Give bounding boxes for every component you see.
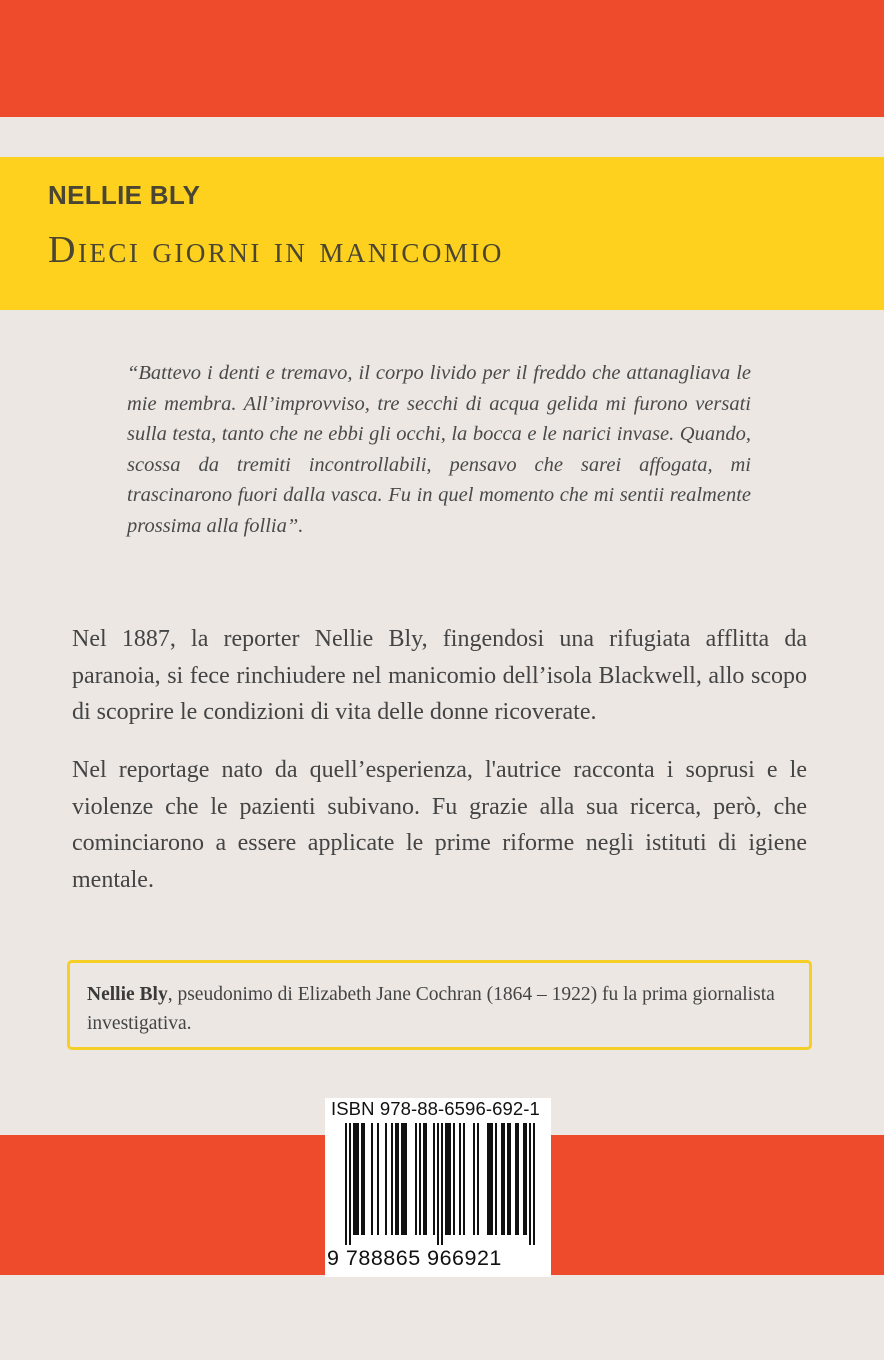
barcode-bar — [501, 1123, 503, 1235]
barcode-bar — [503, 1123, 505, 1235]
isbn-digits: 9 788865 966921 — [327, 1246, 502, 1270]
barcode-bar — [523, 1123, 525, 1235]
barcode-bar — [345, 1123, 347, 1245]
barcode-bar — [391, 1123, 393, 1235]
isbn-barcode-block — [325, 1098, 551, 1277]
barcode-bar — [403, 1123, 405, 1235]
barcode-bar — [353, 1123, 355, 1235]
barcode-bar — [425, 1123, 427, 1235]
synopsis-paragraph-2: Nel reportage nato da quell’esperienza, l'autrice racconta i soprusi e le violenze che le pazienti subivano. Fu grazie alla sua ricerca, però, che cominciarono a essere applicate le prime riforme negli istituti di igiene mentale. — [72, 757, 807, 893]
bio-text: , pseudonimo di Elizabeth Jane Cochran (1864 – 1922) fu la prima giornalista investigativa. — [87, 984, 775, 1034]
barcode-bar — [489, 1123, 491, 1235]
top-red-band — [0, 0, 884, 117]
barcode-bar — [525, 1123, 527, 1235]
barcode-bar — [473, 1123, 475, 1235]
barcode-bar — [459, 1123, 461, 1235]
barcode-bar — [509, 1123, 511, 1235]
barcode-bar — [477, 1123, 479, 1235]
barcode-bar — [385, 1123, 387, 1235]
barcode-bar — [507, 1123, 509, 1235]
barcode-bar — [405, 1123, 407, 1235]
barcode-bar — [415, 1123, 417, 1235]
barcode-bar — [453, 1123, 455, 1235]
barcode-bar — [495, 1123, 497, 1235]
bio-author-name: Nellie Bly — [87, 984, 168, 1005]
barcode-bar — [395, 1123, 397, 1235]
barcode-bar — [377, 1123, 379, 1235]
author-name: NELLIE BLY — [48, 180, 201, 210]
book-title: Dieci giorni in manicomio — [48, 229, 504, 271]
barcode-bar — [491, 1123, 493, 1235]
barcode-bar — [397, 1123, 399, 1235]
barcode-bar — [441, 1123, 443, 1245]
barcode-bar — [517, 1123, 519, 1235]
synopsis-paragraph-1: Nel 1887, la reporter Nellie Bly, fingendosi una rifugiata afflitta da paranoia, si fece rinchiudere nel manicomio dell’isola Blackwell, allo scopo di scoprire le condizioni di vita delle donne ricoverate. — [72, 626, 807, 725]
opening-quote: “Battevo i denti e tremavo, il corpo livido per il freddo che attanagliava le mie membra. All’improvviso, tre secchi di acqua gelida mi furono versati sulla testa, tanto che ne ebbi gli occhi, la bocca e le narici invase. Quando, scossa da tremiti incontrollabili, pensavo che sarei affogata, mi trascinarono fuori dalla vasca. Fu in quel momento che mi sentii realmente prossima alla follia”. — [127, 362, 751, 537]
barcode-bar — [401, 1123, 403, 1235]
barcode-bar — [447, 1123, 449, 1235]
barcode-bar — [361, 1123, 363, 1235]
barcode-bar — [529, 1123, 531, 1245]
barcode-bar — [445, 1123, 447, 1235]
barcode-bar — [357, 1123, 359, 1235]
barcode-bar — [355, 1123, 357, 1235]
barcode-bar — [533, 1123, 535, 1245]
isbn-label: ISBN 978-88-6596-692-1 — [331, 1098, 540, 1119]
barcode-bar — [371, 1123, 373, 1235]
barcode-bar — [433, 1123, 435, 1235]
barcode-bar — [463, 1123, 465, 1235]
barcode-bar — [515, 1123, 517, 1235]
barcode-bar — [363, 1123, 365, 1235]
barcode-bar — [423, 1123, 425, 1235]
barcode-bar — [349, 1123, 351, 1245]
barcode-bar — [449, 1123, 451, 1235]
barcode-bar — [487, 1123, 489, 1235]
barcode-bars — [331, 1123, 545, 1245]
barcode-bar — [419, 1123, 421, 1235]
author-bio-box — [67, 960, 812, 1050]
barcode-bar — [437, 1123, 439, 1245]
